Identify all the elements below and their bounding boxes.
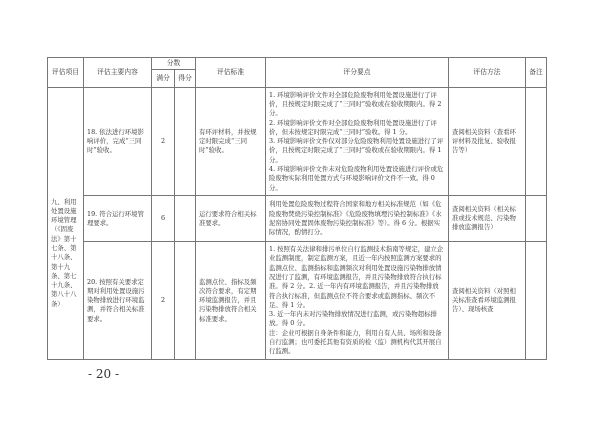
got-score-cell <box>175 196 196 242</box>
got-score-cell <box>175 88 196 196</box>
method-cell: 查阅相关资料（对照相关标准查看环境监测报告）、现场核查 <box>449 242 526 360</box>
content-cell: 18. 依法进行环境影响评价，完成“三同时”验收。 <box>84 88 152 196</box>
page-number: - 20 - <box>88 367 120 381</box>
method-cell: 查阅相关资料（查看环评材料及批复、验收报告等） <box>449 88 526 196</box>
note-cell <box>526 196 547 242</box>
standard-cell: 监测点位、指标及频次符合要求，有定期环境监测报告，并且污染物排放符合相关标准要求。 <box>196 242 266 360</box>
table-row <box>48 242 547 360</box>
point-text: 注：企业可根据自身条件和能力，利用自有人员、场所和设备自行监测；也可委托其他有资质的检（监）测机构代其开展自行监测。 <box>269 328 442 356</box>
full-score-cell: 2 <box>152 242 175 360</box>
note-cell <box>526 242 547 360</box>
note-cell <box>526 88 547 196</box>
content-cell: 19. 符合运行环境管理要求。 <box>84 196 152 242</box>
points-cell <box>266 242 449 360</box>
point-text: 2. 环境影响评价文件对全部危险废物利用处置设施进行了评价，但未按规定时限完成“三同时”验收。得 1 分。 <box>269 118 437 136</box>
point-text: 1. 环境影响评价文件对全部危险废物利用处置设施进行了评价，且按规定时限完成了“三同时”验收或在验收期限内。得 2 分。 <box>269 90 442 118</box>
got-score-cell <box>175 242 196 360</box>
full-score-cell: 6 <box>152 196 175 242</box>
header-points: 评分要点 <box>266 58 449 88</box>
content-cell: 20. 按照有关要求定期对利用处置设施污染物排放进行环境监测，并符合相关标准要求。 <box>84 242 152 360</box>
header-method: 评估方法 <box>449 58 526 88</box>
point-text: 3. 环境影响评价文件仅对部分危险废物利用处置设施进行了评价，且按规定时限完成了“三同时”验收或在验收期限内。得 1 分。 <box>269 137 444 164</box>
header-score: 分数 <box>152 58 196 70</box>
method-cell: 查阅相关资料（相关标准或技术规范、污染物排放监测报告） <box>449 196 526 242</box>
header-note: 备注 <box>526 58 547 88</box>
standard-cell: 有环评材料，并按规定时限完成“三同时”验收。 <box>196 88 266 196</box>
points-cell <box>266 88 449 196</box>
header-full-score: 满分 <box>152 70 175 88</box>
header-item: 评估项目 <box>48 58 84 88</box>
point-text: 4. 环境影响评价文件未对危险废物利用处置设施进行评价或危险废物实际利用处置方式与环境影响评价文件不一致。得 0 分。 <box>269 165 444 192</box>
header-standard: 评估标准 <box>196 58 266 88</box>
full-score-cell: 2 <box>152 88 175 196</box>
header-content: 评估主要内容 <box>84 58 152 88</box>
point-text: 3. 近一年内未对污染物排放情况进行监测，或污染物超标排放。得 0 分。 <box>269 310 437 328</box>
header-got-score: 得分 <box>175 70 196 88</box>
table-row <box>48 88 547 196</box>
category-cell: 九、利用处置设施环境管理（《固废法》第十七条、第十八条、第十九条、第七十九条、第八十八条） <box>48 88 84 360</box>
standard-cell: 运行要求符合相关标准要求。 <box>196 196 266 242</box>
evaluation-table <box>47 57 547 360</box>
points-cell <box>266 196 449 242</box>
point-text: 利用处置危险废物过程符合国家和地方相关标准规范（如《危险废物焚烧污染控制标准》《危险废物填埋污染控制标准》《水泥窑协同处置固体废物污染控制标准》等）。得 6 分。根据实际情况，酌情打分。 <box>269 200 442 237</box>
table-row <box>48 196 547 242</box>
point-text: 1. 按照有关法律和排污单位自行监测技术指南等规定，建立企业监测制度，制定监测方案，且近一年内按照监测方案要求的监测点位、监测指标和监测频次对利用处置设施污染物排放情况进行了监测，有环境监测报告，并且污染物排放符合执行标准。得 2 分。2. 近一年内有环境监测报告，并且污染物排放符合执行标准，但监测点位不符合要求或监测指标、频次不足。得 1 分。 <box>269 245 444 309</box>
